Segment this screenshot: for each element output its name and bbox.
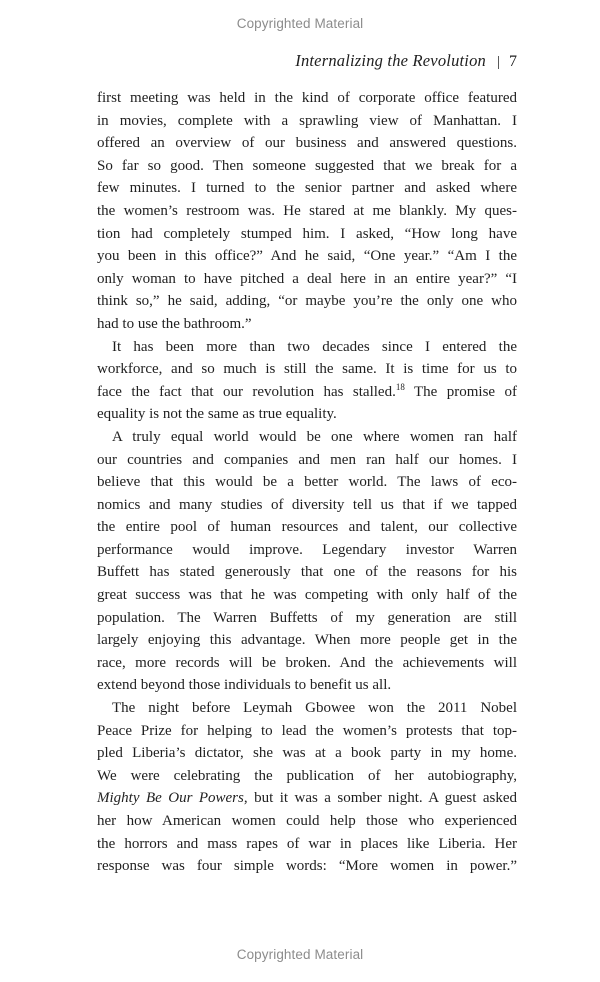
text-segment: extend beyond those individuals to benefit us all. <box>97 677 392 694</box>
text-segment: the women’s restroom was. He stared at me blankly. My ques- <box>97 202 517 219</box>
copyright-notice-top: Copyrighted Material <box>236 16 364 31</box>
text-line <box>97 674 517 697</box>
text-line <box>97 358 517 381</box>
text-line <box>97 516 517 539</box>
text-line <box>97 494 517 517</box>
text-line <box>97 200 517 223</box>
text-line <box>97 810 517 833</box>
text-segment: workforce, and so much is still the same. It is time for us to <box>97 361 517 378</box>
text-segment: The night before Leymah Gbowee won the 2011 Nobel <box>112 700 517 717</box>
text-line <box>97 855 517 878</box>
text-line <box>97 223 517 246</box>
text-line <box>97 132 517 155</box>
text-line <box>97 607 517 630</box>
text-segment: her how American women could help those who experienced <box>97 813 517 829</box>
text-segment: face the fact that our revolution has stalled. <box>97 383 396 400</box>
text-line <box>97 471 517 494</box>
text-line <box>97 742 517 765</box>
text-segment: great success was that he was competing with only half of the <box>97 587 517 604</box>
text-segment: Buffett has stated generously that one of the reasons for his <box>97 564 517 581</box>
text-segment: the horrors and mass rapes of war in places like Liberia. Her <box>97 835 517 852</box>
text-line <box>97 155 517 178</box>
text-line <box>97 268 517 291</box>
text-segment: performance would improve. Legendary investor Warren <box>97 541 517 558</box>
text-segment: the entire pool of human resources and talent, our collective <box>97 519 517 536</box>
text-line <box>97 787 517 810</box>
page-number: 7 <box>509 53 517 70</box>
text-segment: largely enjoying this advantage. When more people get in the <box>97 632 517 649</box>
text-line <box>97 177 517 200</box>
text-segment: It has been more than two decades since I entered the <box>112 338 517 355</box>
text-segment: offered an overview of our business and answered questions. <box>97 135 517 152</box>
text-line <box>97 110 517 133</box>
text-line <box>97 313 517 336</box>
text-segment: nomics and many studies of diversity tell us that if we tapped <box>97 496 517 513</box>
text-line <box>97 697 517 720</box>
text-line <box>97 652 517 675</box>
text-segment: So far so good. Then someone suggested that we break for a <box>97 157 517 174</box>
text-segment: population. The Warren Buffetts of my generation are still <box>97 609 517 626</box>
text-line <box>97 381 517 404</box>
text-segment: , but it was a somber night. A guest asked <box>243 790 517 807</box>
text-segment: We were celebrating the publication of her autobiography, <box>97 767 517 784</box>
text-line <box>97 720 517 743</box>
text-line <box>97 584 517 607</box>
text-segment: race, more records will be broken. And the achievements will <box>97 654 517 671</box>
text-segment: pled Liberia’s dictator, she was at a book party in my home. <box>97 745 517 762</box>
text-segment: A truly equal world would be one where women ran half <box>112 428 517 445</box>
text-line <box>97 449 517 472</box>
text-line <box>97 403 517 426</box>
text-segment: only woman to have pitched a deal here in an entire year?” “I <box>97 270 517 287</box>
text-segment: equality is not the same as true equality. <box>97 406 337 423</box>
text-segment: you been in this office?” And he said, “One year.” “Am I the <box>97 248 517 265</box>
text-line <box>97 833 517 856</box>
text-segment: think so,” he said, adding, “or maybe you’re the only one who <box>97 293 517 310</box>
copyright-notice-bottom: Copyrighted Material <box>236 947 364 962</box>
text-segment: The promise of <box>404 383 517 400</box>
text-segment: had to use the bathroom.” <box>97 315 252 332</box>
body-text <box>97 87 517 878</box>
text-segment: in movies, complete with a sprawling view of Manhattan. I <box>97 112 517 129</box>
text-line <box>97 426 517 449</box>
text-segment: Peace Prize for helping to lead the women’s protests that top- <box>97 722 517 739</box>
text-line <box>97 629 517 652</box>
chapter-title: Internalizing the Revolution <box>295 51 486 70</box>
text-line <box>97 539 517 562</box>
text-line <box>97 245 517 268</box>
text-segment: tion had completely stumped him. I asked, “How long have <box>97 225 517 242</box>
text-line <box>97 765 517 788</box>
text-line <box>97 290 517 313</box>
text-segment: response was four simple words: “More women in power.” <box>97 858 517 875</box>
text-segment: our countries and companies and men ran half our homes. I <box>97 451 517 468</box>
running-header <box>97 51 517 71</box>
text-line <box>97 336 517 359</box>
text-segment: Mighty Be Our Powers <box>97 790 244 807</box>
text-line <box>97 87 517 110</box>
header-separator: | <box>496 54 500 70</box>
text-segment: few minutes. I turned to the senior partner and asked where <box>97 180 517 197</box>
footnote-marker: 18 <box>395 381 405 392</box>
text-segment: believe that this would be a better world. The laws of eco- <box>97 474 517 491</box>
text-line <box>97 561 517 584</box>
text-segment: first meeting was held in the kind of corporate office featured <box>97 90 517 106</box>
